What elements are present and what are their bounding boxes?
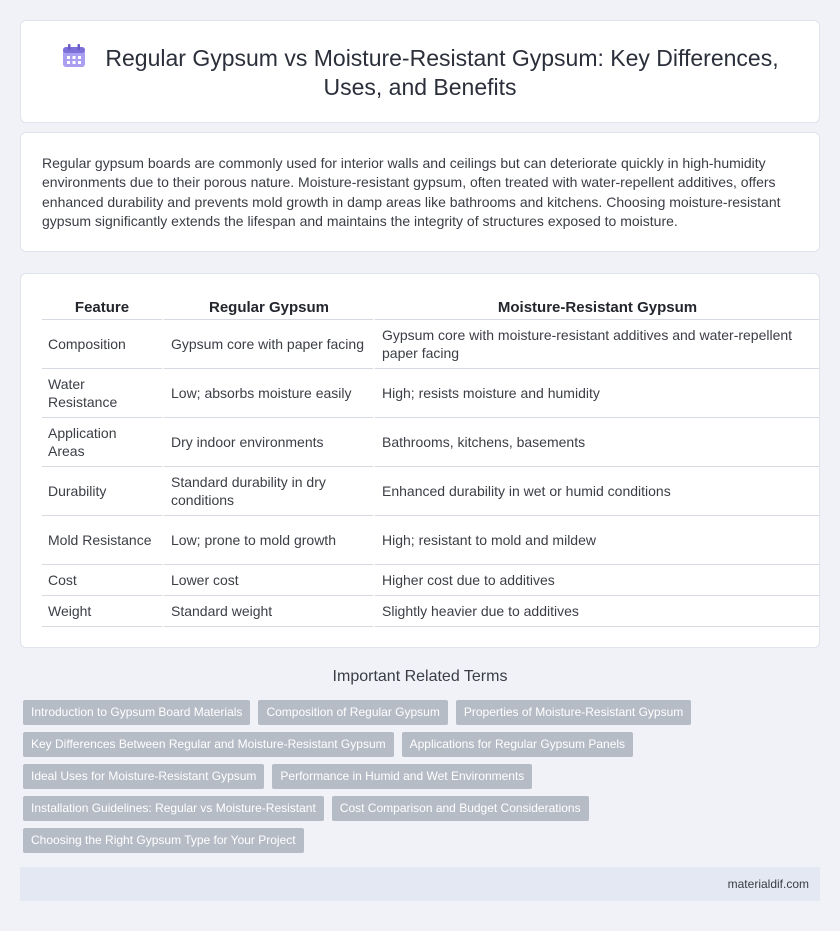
table-row <box>42 565 819 596</box>
intro-paragraph: Regular gypsum boards are commonly used for interior walls and ceilings but can deteriorate quickly in high-humidity environments due to their porous nature. Moisture-resistant gypsum, often treated with water-repellent additives, offers enhanced durability and prevents mold growth in damp areas like bathrooms and kitchens. Choosing moisture-resistant gypsum significantly extends the lifespan and maintains the integrity of structures exposed to moisture. <box>42 155 781 229</box>
header-regular: Regular Gypsum <box>162 296 373 320</box>
cell-moisture: Gypsum core with moisture-resistant additives and water-repellent paper facing <box>373 320 819 369</box>
related-term-tag[interactable]: Key Differences Between Regular and Moisture-Resistant Gypsum <box>23 732 394 757</box>
cell-feature: Application Areas <box>42 418 162 467</box>
cell-moisture: Slightly heavier due to additives <box>373 596 819 627</box>
table-row <box>42 320 819 369</box>
cell-moisture: Enhanced durability in wet or humid conditions <box>373 467 819 516</box>
page-title <box>50 43 790 102</box>
cell-moisture: High; resists moisture and humidity <box>373 369 819 418</box>
cell-feature: Weight <box>42 596 162 627</box>
related-terms-list <box>23 700 803 853</box>
cell-regular: Lower cost <box>162 565 373 596</box>
table-header-row <box>42 296 819 320</box>
footer <box>20 867 820 901</box>
cell-regular: Dry indoor environments <box>162 418 373 467</box>
related-terms-title: Important Related Terms <box>332 668 508 685</box>
header-moisture-resistant: Moisture-Resistant Gypsum <box>373 296 819 320</box>
header-feature: Feature <box>42 296 162 320</box>
related-term-tag[interactable]: Composition of Regular Gypsum <box>258 700 447 725</box>
related-term-tag[interactable]: Installation Guidelines: Regular vs Moisture-Resistant <box>23 796 324 821</box>
cell-feature: Composition <box>42 320 162 369</box>
footer-site-link[interactable]: materialdif.com <box>727 877 809 891</box>
cell-moisture: Bathrooms, kitchens, basements <box>373 418 819 467</box>
cell-feature: Durability <box>42 467 162 516</box>
related-term-tag[interactable]: Cost Comparison and Budget Considerations <box>332 796 589 821</box>
related-term-tag[interactable]: Properties of Moisture-Resistant Gypsum <box>456 700 691 725</box>
cell-regular: Gypsum core with paper facing <box>162 320 373 369</box>
comparison-table <box>42 296 819 627</box>
cell-regular: Standard weight <box>162 596 373 627</box>
cell-regular: Low; prone to mold growth <box>162 516 373 565</box>
table-row <box>42 369 819 418</box>
cell-regular: Low; absorbs moisture easily <box>162 369 373 418</box>
cell-feature: Mold Resistance <box>42 516 162 565</box>
table-row <box>42 596 819 627</box>
cell-moisture: Higher cost due to additives <box>373 565 819 596</box>
intro-card <box>20 132 820 252</box>
title-card <box>20 20 820 123</box>
comparison-card <box>20 273 820 648</box>
related-term-tag[interactable]: Ideal Uses for Moisture-Resistant Gypsum <box>23 764 264 789</box>
table-row <box>42 418 819 467</box>
related-term-tag[interactable]: Applications for Regular Gypsum Panels <box>402 732 633 757</box>
table-row <box>42 467 819 516</box>
related-term-tag[interactable]: Performance in Humid and Wet Environments <box>272 764 532 789</box>
table-row <box>42 516 819 565</box>
calendar-icon <box>61 43 87 69</box>
cell-feature: Water Resistance <box>42 369 162 418</box>
related-term-tag[interactable]: Choosing the Right Gypsum Type for Your Project <box>23 828 304 853</box>
cell-regular: Standard durability in dry conditions <box>162 467 373 516</box>
cell-feature: Cost <box>42 565 162 596</box>
page-title-text: Regular Gypsum vs Moisture-Resistant Gypsum: Key Differences, Uses, and Benefits <box>105 45 779 100</box>
related-term-tag[interactable]: Introduction to Gypsum Board Materials <box>23 700 250 725</box>
cell-moisture: High; resistant to mold and mildew <box>373 516 819 565</box>
